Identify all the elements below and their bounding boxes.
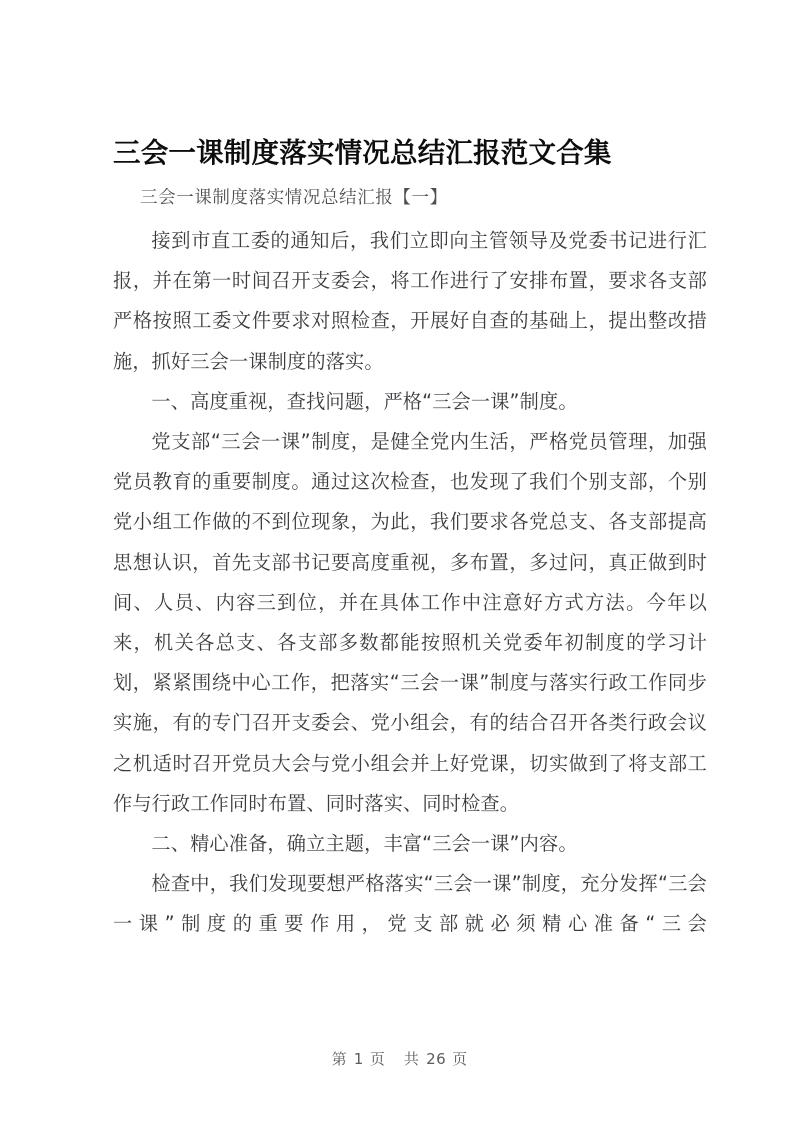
footer-total-unit: 页 [452, 1050, 469, 1068]
document-subtitle: 三会一课制度落实情况总结汇报【一】 [140, 188, 448, 208]
section-heading-1: 一、高度重视，查找问题，严格“三会一课”制度。 [151, 389, 578, 413]
footer-page-unit: 页 [369, 1050, 387, 1068]
footer-total-prefix: 共 [403, 1050, 421, 1068]
section-heading-2: 二、精心准备，确立主题，丰富“三会一课”内容。 [151, 832, 578, 856]
page-footer [0, 1048, 800, 1069]
paragraph-1: 接到市直工委的通知后，我们立即向主管领导及党委书记进行汇报，并在第一时间召开支委会，将工作进行了安排布置，要求各支部严格按照工委文件要求对照检查，开展好自查的基础上，提出整改措施，抓好三会一课制度的落实。 [113, 229, 707, 373]
paragraph-3: 检查中，我们发现要想严格落实“三会一课”制度，充分发挥“三会一课”制度的重要作用，党支部就必须精心准备“三会 [113, 872, 707, 936]
document-body [113, 133, 707, 945]
footer-page-prefix: 第 [331, 1050, 348, 1068]
page-title: 三会一课制度落实情况总结汇报范文合集 [113, 137, 612, 169]
footer-current-page: 1 [353, 1050, 364, 1068]
footer-total-pages: 26 [426, 1050, 447, 1068]
paragraph-2: 党支部“三会一课”制度，是健全党内生活，严格党员管理，加强党员教育的重要制度。通过这次检查，也发现了我们个别支部，个别党小组工作做的不到位现象，为此，我们要求各党总支、各支部提高思想认识，首先支部书记要高度重视，多布置，多过问，真正做到时间、人员、内容三到位，并在具体工作中注意好方式方法。今年以来，机关各总支、各支部多数都能按照机关党委年初制度的学习计划，紧紧围绕中心工作，把落实“三会一课”制度与落实行政工作同步实施，有的专门召开支委会、党小组会，有的结合召开各类行政会议之机适时召开党员大会与党小组会并上好党课，切实做到了将支部工作与行政工作同时布置、同时落实、同时检查。 [113, 430, 707, 815]
